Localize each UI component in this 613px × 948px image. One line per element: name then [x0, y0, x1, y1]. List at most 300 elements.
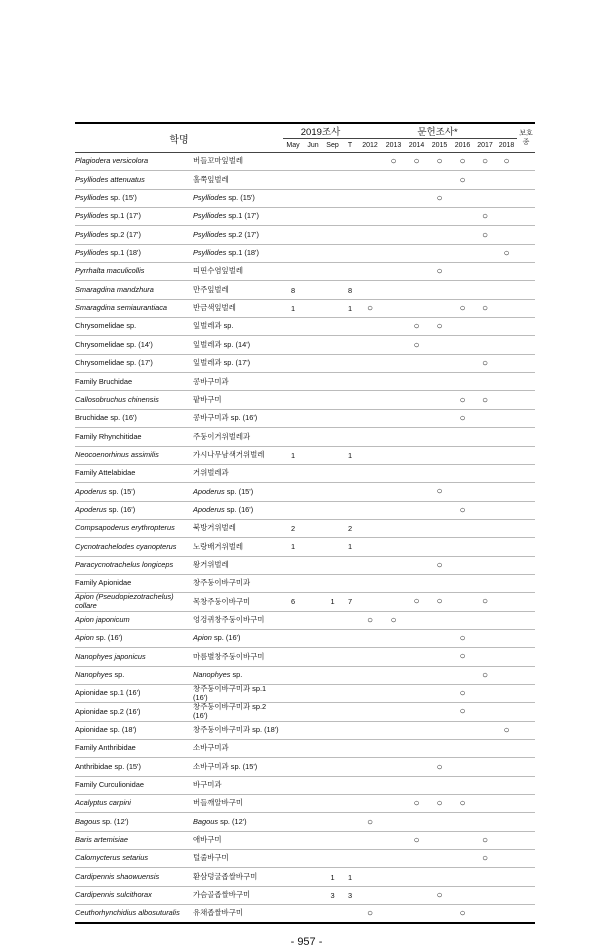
protected-cell: [517, 446, 535, 464]
count-cell: [358, 648, 382, 666]
count-cell: 2: [342, 519, 358, 537]
protected-cell: [517, 538, 535, 556]
protected-cell: [517, 263, 535, 281]
record-circle: ○: [451, 391, 474, 409]
count-cell: [451, 868, 474, 886]
name-text: Family Anthribidae: [75, 743, 136, 753]
subcol-header-may: May: [283, 139, 303, 153]
table-row: [75, 648, 535, 666]
count-cell: [283, 244, 303, 262]
name-text: 엉겅퀴창주둥이바구미: [193, 614, 265, 624]
count-cell: [283, 373, 303, 391]
name-text: 마름별창주둥이바구미: [193, 651, 265, 661]
count-cell: [283, 483, 303, 501]
count-cell: [451, 318, 474, 336]
korean-name: [193, 795, 283, 813]
count-cell: [451, 464, 474, 482]
count-cell: [474, 795, 496, 813]
name-text: Family Apionidae: [75, 578, 132, 588]
name-text: 창주둥이바구미과 sp.2 (16'): [193, 702, 267, 720]
protected-cell: [517, 666, 535, 684]
protected-cell: [517, 776, 535, 794]
table-row: [75, 318, 535, 336]
count-cell: [496, 373, 517, 391]
count-cell: [496, 740, 517, 758]
scientific-name: [75, 648, 193, 666]
count-cell: [451, 483, 474, 501]
count-cell: [496, 519, 517, 537]
count-cell: [303, 171, 323, 189]
count-cell: [451, 758, 474, 776]
scientific-name: [75, 501, 193, 519]
italic-name: Apion: [193, 633, 212, 643]
scientific-name: [75, 813, 193, 831]
count-cell: [382, 519, 405, 537]
italic-name: Cardipennis sulcithorax: [75, 890, 152, 900]
count-cell: [283, 758, 303, 776]
count-cell: [474, 905, 496, 924]
count-cell: [405, 519, 428, 537]
name-text: 콩바구미과: [193, 376, 229, 386]
count-cell: [382, 538, 405, 556]
table-row: [75, 721, 535, 739]
count-cell: [342, 354, 358, 372]
count-cell: [323, 813, 342, 831]
korean-name: [193, 905, 283, 924]
count-cell: [303, 409, 323, 427]
italic-name: Plagiodera versicolora: [75, 156, 149, 166]
count-cell: [283, 703, 303, 721]
korean-name: [193, 409, 283, 427]
subcol-header-2015: 2015: [428, 139, 451, 153]
count-cell: [358, 373, 382, 391]
subcol-header-2012: 2012: [358, 139, 382, 153]
name-text: sp.: [112, 670, 125, 679]
record-circle: ○: [382, 153, 405, 171]
count-cell: [342, 703, 358, 721]
count-cell: [342, 318, 358, 336]
count-cell: [382, 648, 405, 666]
count-cell: [451, 740, 474, 758]
count-cell: [303, 153, 323, 171]
name-text: 만주잎벌레: [193, 284, 229, 294]
count-cell: [496, 648, 517, 666]
count-cell: [474, 336, 496, 354]
scientific-name: [75, 391, 193, 409]
name-text: sp.1 (18'): [108, 248, 141, 258]
count-cell: [342, 684, 358, 702]
count-cell: [342, 208, 358, 226]
scientific-name: [75, 574, 193, 592]
count-cell: [382, 813, 405, 831]
subcol-header-jun: Jun: [303, 139, 323, 153]
count-cell: 1: [323, 868, 342, 886]
count-cell: [451, 373, 474, 391]
count-cell: [428, 354, 451, 372]
count-cell: [428, 813, 451, 831]
italic-name: Ceuthorhynchidius albosuturalis: [75, 908, 180, 918]
protected-cell: [517, 886, 535, 904]
count-cell: [428, 629, 451, 647]
name-text: 바구미과: [193, 780, 222, 790]
scientific-name: [75, 795, 193, 813]
count-cell: [283, 795, 303, 813]
table-row: [75, 666, 535, 684]
count-cell: [283, 263, 303, 281]
protected-cell: [517, 483, 535, 501]
count-cell: [496, 501, 517, 519]
count-cell: [474, 171, 496, 189]
count-cell: [323, 464, 342, 482]
count-cell: [303, 373, 323, 391]
name-text: sp. (12'): [100, 816, 129, 826]
table-row: [75, 831, 535, 849]
count-cell: [283, 409, 303, 427]
count-cell: [303, 611, 323, 629]
protected-cell: [517, 831, 535, 849]
korean-name: [193, 703, 283, 721]
count-cell: [303, 666, 323, 684]
family-row: [75, 428, 535, 446]
record-circle: ○: [358, 813, 382, 831]
count-cell: [358, 795, 382, 813]
count-cell: [474, 318, 496, 336]
count-cell: [496, 666, 517, 684]
count-cell: [283, 208, 303, 226]
table-row: [75, 153, 535, 171]
count-cell: [323, 648, 342, 666]
korean-name: [193, 189, 283, 207]
count-cell: [405, 758, 428, 776]
count-cell: [323, 391, 342, 409]
korean-name: [193, 501, 283, 519]
scientific-name: [75, 354, 193, 372]
scientific-name: [75, 318, 193, 336]
count-cell: [451, 354, 474, 372]
count-cell: [382, 905, 405, 924]
protected-cell: [517, 354, 535, 372]
italic-name: Compsapoderus erythropterus: [75, 523, 175, 533]
korean-name: [193, 831, 283, 849]
count-cell: [382, 171, 405, 189]
count-cell: [382, 795, 405, 813]
record-circle: ○: [496, 721, 517, 739]
count-cell: [342, 721, 358, 739]
count-cell: [358, 446, 382, 464]
name-text: 가슴골좁쌀바구미: [193, 890, 251, 900]
scientific-name: [75, 281, 193, 299]
count-cell: 1: [283, 446, 303, 464]
count-cell: [451, 593, 474, 611]
count-cell: [496, 483, 517, 501]
count-cell: [283, 556, 303, 574]
record-circle: ○: [474, 153, 496, 171]
count-cell: [405, 189, 428, 207]
table-row: [75, 519, 535, 537]
count-cell: [451, 611, 474, 629]
count-cell: [303, 648, 323, 666]
count-cell: [496, 171, 517, 189]
name-text: 털줄바구미: [193, 853, 229, 863]
count-cell: [405, 684, 428, 702]
count-cell: [428, 905, 451, 924]
count-cell: [428, 740, 451, 758]
count-cell: [382, 354, 405, 372]
scientific-name: [75, 226, 193, 244]
record-circle: ○: [428, 189, 451, 207]
count-cell: [405, 483, 428, 501]
italic-name: Psylliodes: [193, 248, 227, 258]
count-cell: [283, 171, 303, 189]
scientific-name: [75, 446, 193, 464]
count-cell: [428, 446, 451, 464]
count-cell: [496, 776, 517, 794]
count-cell: [474, 721, 496, 739]
count-cell: [303, 574, 323, 592]
count-cell: [496, 189, 517, 207]
italic-name: Nanophyes japonicus: [75, 651, 146, 661]
protected-cell: [517, 464, 535, 482]
count-cell: [283, 831, 303, 849]
korean-name: [193, 813, 283, 831]
protected-cell: [517, 299, 535, 317]
count-cell: [323, 428, 342, 446]
count-cell: 3: [342, 886, 358, 904]
count-cell: [323, 538, 342, 556]
count-cell: [382, 758, 405, 776]
scientific-name: [75, 336, 193, 354]
name-text: sp.1 (17'): [108, 211, 141, 221]
count-cell: [358, 171, 382, 189]
count-cell: [342, 629, 358, 647]
protected-cell: [517, 189, 535, 207]
korean-name: [193, 666, 283, 684]
count-cell: [428, 703, 451, 721]
count-cell: [428, 226, 451, 244]
name-text: sp. (16'): [224, 504, 254, 514]
count-cell: [428, 721, 451, 739]
count-cell: [474, 740, 496, 758]
count-cell: [283, 629, 303, 647]
count-cell: [283, 153, 303, 171]
korean-name: [193, 684, 283, 702]
count-cell: [382, 684, 405, 702]
table-row: [75, 813, 535, 831]
subcol-header-2018: 2018: [496, 139, 517, 153]
table-row: [75, 189, 535, 207]
name-text: Chrysomelidae sp.: [75, 321, 137, 331]
count-cell: [405, 538, 428, 556]
count-cell: [283, 611, 303, 629]
count-cell: [496, 428, 517, 446]
count-cell: [405, 501, 428, 519]
count-cell: [496, 391, 517, 409]
name-text: sp.2 (17'): [226, 229, 259, 239]
count-cell: [474, 556, 496, 574]
korean-name: [193, 629, 283, 647]
count-cell: [358, 868, 382, 886]
count-cell: [405, 629, 428, 647]
count-cell: [382, 318, 405, 336]
count-cell: [382, 299, 405, 317]
count-cell: [283, 666, 303, 684]
count-cell: [342, 905, 358, 924]
italic-name: Pyrrhalta maculicollis: [75, 266, 145, 276]
count-cell: [303, 391, 323, 409]
count-cell: [474, 538, 496, 556]
record-circle: ○: [474, 226, 496, 244]
count-cell: [323, 629, 342, 647]
count-cell: [342, 409, 358, 427]
record-circle: ○: [474, 391, 496, 409]
count-cell: [323, 299, 342, 317]
count-cell: [303, 740, 323, 758]
count-cell: [382, 373, 405, 391]
count-cell: [303, 464, 323, 482]
header-row-1: [75, 123, 535, 139]
count-cell: [303, 721, 323, 739]
name-text: sp. (15'): [106, 486, 136, 496]
count-cell: [428, 684, 451, 702]
count-cell: [496, 226, 517, 244]
count-cell: [303, 776, 323, 794]
record-circle: ○: [474, 831, 496, 849]
count-cell: [382, 850, 405, 868]
count-cell: [323, 776, 342, 794]
name-text: Family Attelabidae: [75, 468, 136, 478]
name-text: 유채좁쌀바구미: [193, 908, 243, 918]
record-circle: ○: [496, 153, 517, 171]
count-cell: [342, 189, 358, 207]
count-cell: [405, 354, 428, 372]
italic-name: Calomycterus setarius: [75, 853, 149, 863]
count-cell: [382, 556, 405, 574]
italic-name: Apion: [75, 633, 94, 643]
record-circle: ○: [428, 758, 451, 776]
count-cell: [428, 428, 451, 446]
record-circle: ○: [358, 299, 382, 317]
count-cell: [358, 464, 382, 482]
count-cell: [405, 556, 428, 574]
count-cell: [303, 850, 323, 868]
count-cell: [323, 703, 342, 721]
protected-cell: [517, 740, 535, 758]
count-cell: [451, 263, 474, 281]
count-cell: [283, 721, 303, 739]
count-cell: [283, 776, 303, 794]
name-text: sp. (16'): [106, 504, 136, 514]
count-cell: [428, 409, 451, 427]
count-cell: [428, 666, 451, 684]
record-circle: ○: [405, 336, 428, 354]
count-cell: 1: [342, 868, 358, 886]
italic-name: Paracycnotrachelus longiceps: [75, 559, 174, 569]
record-circle: ○: [451, 629, 474, 647]
count-cell: [382, 189, 405, 207]
count-cell: [405, 409, 428, 427]
count-cell: [405, 299, 428, 317]
record-circle: ○: [428, 556, 451, 574]
table-row: [75, 446, 535, 464]
korean-name: [193, 263, 283, 281]
korean-name: [193, 208, 283, 226]
count-cell: [303, 831, 323, 849]
record-circle: ○: [428, 886, 451, 904]
count-cell: [283, 354, 303, 372]
korean-name: [193, 373, 283, 391]
name-text: sp.1 (18'): [226, 248, 259, 258]
korean-name: [193, 428, 283, 446]
name-text: Apionidae sp.2 (16'): [75, 706, 141, 716]
count-cell: [283, 886, 303, 904]
count-cell: [358, 263, 382, 281]
count-cell: [323, 831, 342, 849]
table-row: [75, 483, 535, 501]
count-cell: [382, 409, 405, 427]
count-cell: [323, 373, 342, 391]
italic-name: Apion (Pseudopiezotrachelus) collare: [75, 592, 174, 610]
count-cell: [323, 519, 342, 537]
count-cell: [358, 684, 382, 702]
name-text: Anthribidae sp. (15'): [75, 761, 141, 771]
count-cell: [405, 886, 428, 904]
count-cell: [474, 244, 496, 262]
protected-cell: [517, 703, 535, 721]
count-cell: [323, 153, 342, 171]
count-cell: [342, 171, 358, 189]
count-cell: [405, 391, 428, 409]
count-cell: [428, 831, 451, 849]
count-cell: 6: [283, 593, 303, 611]
count-cell: [451, 574, 474, 592]
scientific-name: [75, 208, 193, 226]
count-cell: [474, 813, 496, 831]
name-text: Chrysomelidae sp. (14'): [75, 339, 153, 349]
count-cell: [358, 409, 382, 427]
record-circle: ○: [451, 905, 474, 924]
count-cell: [342, 263, 358, 281]
name-text: sp.2 (17'): [108, 229, 141, 239]
count-cell: [358, 556, 382, 574]
record-circle: ○: [428, 263, 451, 281]
record-circle: ○: [428, 318, 451, 336]
count-cell: [342, 795, 358, 813]
count-cell: [382, 391, 405, 409]
protected-cell: [517, 611, 535, 629]
count-cell: 1: [342, 299, 358, 317]
count-cell: [496, 281, 517, 299]
count-cell: 1: [342, 446, 358, 464]
count-cell: [342, 556, 358, 574]
count-cell: [358, 776, 382, 794]
scientific-name: [75, 886, 193, 904]
scientific-name: [75, 684, 193, 702]
record-circle: ○: [405, 318, 428, 336]
count-cell: [358, 758, 382, 776]
name-text: 소바구미과 sp. (15'): [193, 761, 258, 771]
scientific-name: [75, 666, 193, 684]
korean-name: [193, 593, 283, 611]
record-circle: ○: [451, 501, 474, 519]
count-cell: [342, 373, 358, 391]
table-row: [75, 208, 535, 226]
korean-name: [193, 446, 283, 464]
count-cell: [451, 666, 474, 684]
korean-name: [193, 464, 283, 482]
count-cell: [323, 409, 342, 427]
scientific-name: [75, 629, 193, 647]
protected-cell: [517, 336, 535, 354]
